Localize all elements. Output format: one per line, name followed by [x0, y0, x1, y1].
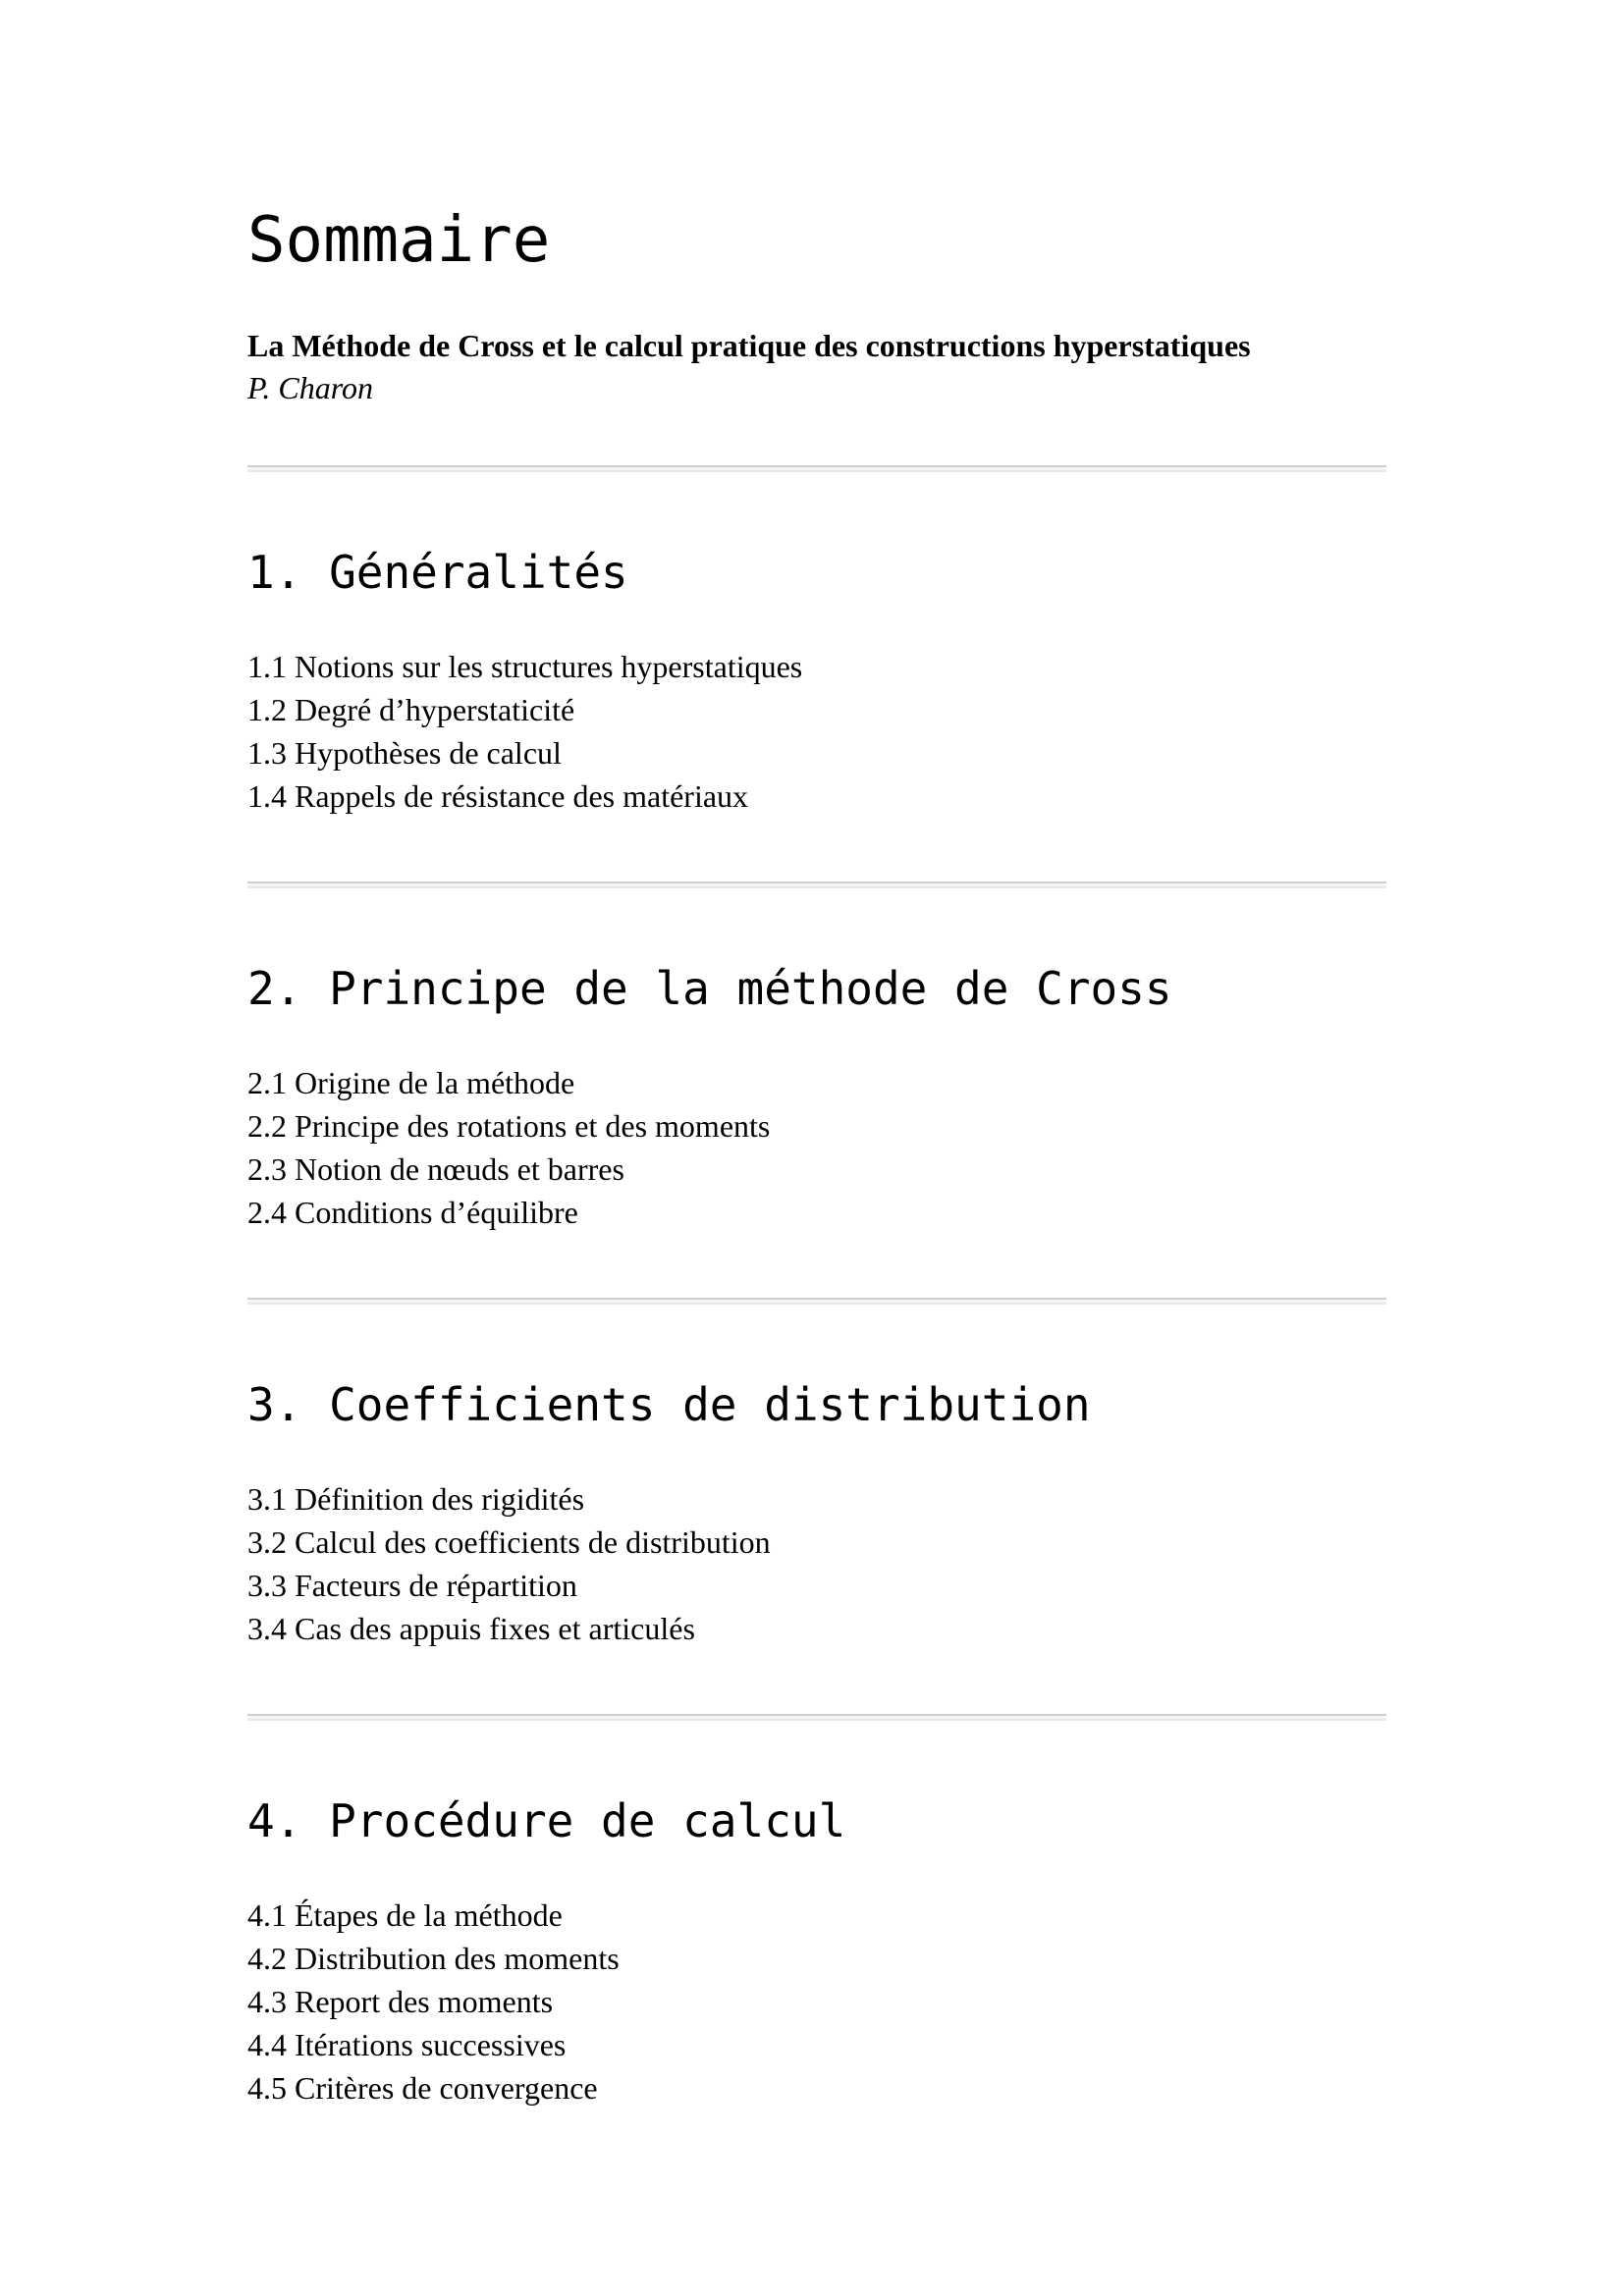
section-divider — [247, 465, 1386, 472]
section-procedure — [247, 1793, 1386, 2109]
section-heading: 1. Généralités — [247, 546, 628, 599]
section-item-list — [247, 1061, 1386, 1234]
section-item: 1.4 Rappels de résistance des matériaux — [247, 778, 749, 814]
section-item: 3.1 Définition des rigidités — [247, 1481, 585, 1517]
section-item: 4.3 Report des moments — [247, 1984, 554, 2019]
section-item: 1.2 Degré d’hyperstaticité — [247, 692, 575, 727]
section-item: 4.4 Itérations successives — [247, 2027, 567, 2062]
book-title: La Méthode de Cross et le calcul pratique des constructions hyperstatiques — [247, 328, 1251, 363]
section-item-list — [247, 645, 1386, 818]
section-generalites — [247, 545, 1386, 818]
section-heading: 2. Principe de la méthode de Cross — [247, 962, 1172, 1015]
section-item: 1.1 Notions sur les structures hyperstatiques — [247, 649, 803, 684]
section-item: 3.2 Calcul des coefficients de distribution — [247, 1524, 771, 1560]
section-principe — [247, 961, 1386, 1234]
section-item: 4.5 Critères de convergence — [247, 2070, 598, 2106]
section-item: 4.2 Distribution des moments — [247, 1941, 620, 1976]
book-author: P. Charon — [247, 370, 374, 405]
page-title: Sommaire — [247, 204, 551, 277]
section-heading: 3. Coefficients de distribution — [247, 1378, 1091, 1431]
section-item: 2.4 Conditions d’équilibre — [247, 1195, 578, 1230]
section-item-list — [247, 1894, 1386, 2109]
section-item: 4.1 Étapes de la méthode — [247, 1897, 563, 1933]
section-item: 2.2 Principe des rotations et des moments — [247, 1108, 771, 1144]
section-item: 3.3 Facteurs de répartition — [247, 1568, 577, 1603]
section-divider — [247, 1714, 1386, 1721]
section-item-list — [247, 1477, 1386, 1650]
section-divider — [247, 881, 1386, 888]
section-coefficients — [247, 1377, 1386, 1650]
section-item: 1.3 Hypothèses de calcul — [247, 735, 562, 771]
section-item: 2.1 Origine de la méthode — [247, 1065, 575, 1100]
section-divider — [247, 1298, 1386, 1305]
section-item: 3.4 Cas des appuis fixes et articulés — [247, 1611, 695, 1646]
section-item: 2.3 Notion de nœuds et barres — [247, 1151, 624, 1187]
section-heading: 4. Procédure de calcul — [247, 1794, 846, 1847]
